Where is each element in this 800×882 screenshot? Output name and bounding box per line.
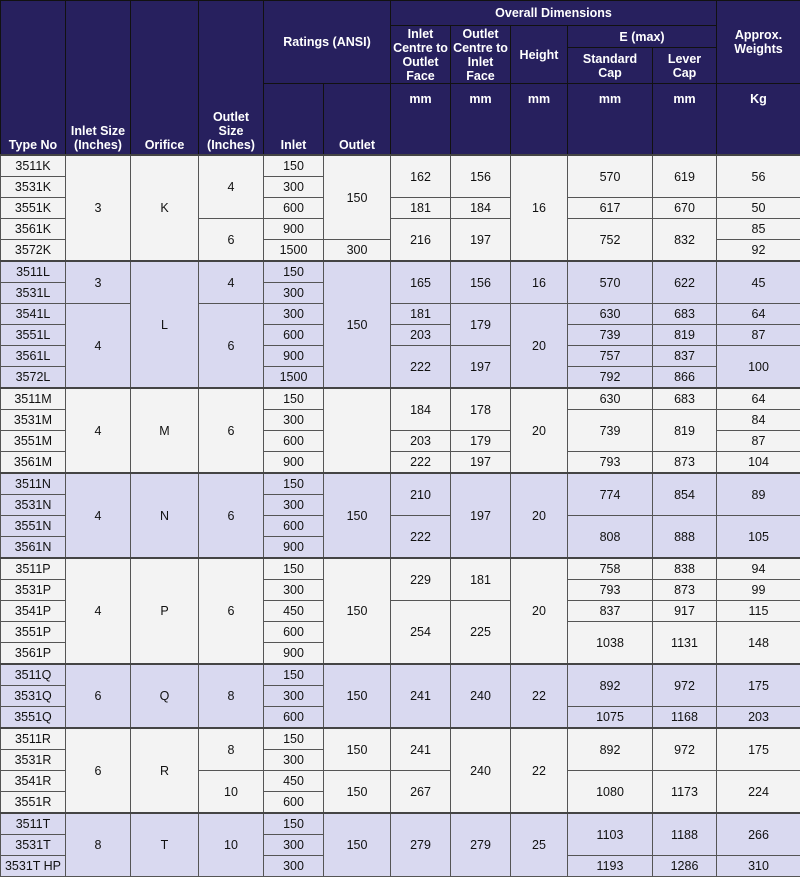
table-cell: 900 xyxy=(264,219,324,240)
table-cell: 4 xyxy=(66,558,131,664)
table-cell: 279 xyxy=(391,813,451,877)
table-cell: 222 xyxy=(391,452,451,474)
table-cell: 99 xyxy=(717,580,800,601)
type-no-cell: 3531T xyxy=(1,835,66,856)
table-cell: 1075 xyxy=(568,707,653,729)
table-cell: 3 xyxy=(66,155,131,261)
table-cell: 300 xyxy=(264,856,324,877)
table-cell: 279 xyxy=(451,813,511,877)
table-cell: 10 xyxy=(199,771,264,814)
table-cell: 240 xyxy=(451,728,511,813)
table-cell: 1193 xyxy=(568,856,653,877)
table-cell: 4 xyxy=(66,304,131,389)
table-cell: 1131 xyxy=(653,622,717,665)
table-cell: 87 xyxy=(717,431,800,452)
table-cell: 150 xyxy=(324,155,391,240)
table-cell: 89 xyxy=(717,473,800,516)
type-no-cell: 3511N xyxy=(1,473,66,495)
table-cell: 156 xyxy=(451,261,511,304)
table-cell: 892 xyxy=(568,664,653,707)
type-no-cell: 3531R xyxy=(1,750,66,771)
header-unit-mm: mm xyxy=(511,84,568,156)
table-cell: 900 xyxy=(264,643,324,665)
table-cell: 310 xyxy=(717,856,800,877)
table-row xyxy=(1,728,800,750)
table-cell: 1103 xyxy=(568,813,653,856)
type-no-cell: 3541L xyxy=(1,304,66,325)
table-cell: 10 xyxy=(199,813,264,877)
table-cell: 1500 xyxy=(264,240,324,262)
table-cell: 683 xyxy=(653,304,717,325)
table-cell: 866 xyxy=(653,367,717,389)
type-no-cell: 3551P xyxy=(1,622,66,643)
table-cell: 838 xyxy=(653,558,717,580)
table-cell: 210 xyxy=(391,473,451,516)
table-cell: 20 xyxy=(511,558,568,664)
table-cell: 4 xyxy=(199,261,264,304)
table-cell: 254 xyxy=(391,601,451,665)
table-cell: 873 xyxy=(653,452,717,474)
type-no-cell: 3541P xyxy=(1,601,66,622)
table-cell: 216 xyxy=(391,219,451,262)
table-cell: 150 xyxy=(324,771,391,814)
type-no-cell: 3511P xyxy=(1,558,66,580)
table-cell: 150 xyxy=(324,728,391,771)
table-cell: 184 xyxy=(451,198,511,219)
table-cell: 900 xyxy=(264,346,324,367)
table-cell: 837 xyxy=(568,601,653,622)
type-no-cell: 3531K xyxy=(1,177,66,198)
type-no-cell: 3511L xyxy=(1,261,66,283)
table-cell: 100 xyxy=(717,346,800,389)
table-cell: 900 xyxy=(264,537,324,559)
type-no-cell: 3531P xyxy=(1,580,66,601)
table-cell: K xyxy=(131,155,199,261)
table-cell: 181 xyxy=(391,198,451,219)
header-weights: Approx. Weights xyxy=(717,1,800,84)
table-cell: 450 xyxy=(264,601,324,622)
table-cell: 6 xyxy=(66,664,131,728)
type-no-cell: 3541R xyxy=(1,771,66,792)
header-ratings: Ratings (ANSI) xyxy=(264,1,391,84)
header-unit-mm: mm xyxy=(391,84,451,156)
type-no-cell: 3531T HP xyxy=(1,856,66,877)
table-cell: 20 xyxy=(511,304,568,389)
table-cell: 22 xyxy=(511,664,568,728)
table-cell: 229 xyxy=(391,558,451,601)
header-inlet-size: Inlet Size (Inches) xyxy=(66,1,131,156)
table-cell: 1173 xyxy=(653,771,717,814)
table-cell: 300 xyxy=(264,750,324,771)
table-cell: 197 xyxy=(451,452,511,474)
type-no-cell: 3511T xyxy=(1,813,66,835)
table-cell: 622 xyxy=(653,261,717,304)
header-outlet-size: Outlet Size (Inches) xyxy=(199,1,264,156)
table-cell: 683 xyxy=(653,388,717,410)
table-cell: 819 xyxy=(653,410,717,452)
table-cell: 181 xyxy=(451,558,511,601)
table-cell: 224 xyxy=(717,771,800,814)
type-no-cell: 3561M xyxy=(1,452,66,474)
table-cell: 115 xyxy=(717,601,800,622)
table-cell: 6 xyxy=(199,558,264,664)
table-cell: 165 xyxy=(391,261,451,304)
table-cell: 900 xyxy=(264,452,324,474)
header-e-max: E (max) xyxy=(568,26,717,48)
table-cell: 1500 xyxy=(264,367,324,389)
table-cell: 600 xyxy=(264,792,324,814)
table-cell: 241 xyxy=(391,664,451,728)
table-cell: 150 xyxy=(264,558,324,580)
table-cell: 600 xyxy=(264,516,324,537)
type-no-cell: 3531L xyxy=(1,283,66,304)
table-cell: 50 xyxy=(717,198,800,219)
type-no-cell: 3551K xyxy=(1,198,66,219)
table-row xyxy=(1,813,800,835)
table-cell: 793 xyxy=(568,580,653,601)
header-overall-dimensions: Overall Dimensions xyxy=(391,1,717,26)
table-cell: 972 xyxy=(653,728,717,771)
table-cell: 150 xyxy=(264,261,324,283)
table-cell: 184 xyxy=(391,388,451,431)
header-inlet-centre: Inlet Centre to Outlet Face xyxy=(391,26,451,84)
type-no-cell: 3561N xyxy=(1,537,66,559)
table-cell: 6 xyxy=(199,304,264,389)
table-cell: 300 xyxy=(264,686,324,707)
table-cell: 181 xyxy=(391,304,451,325)
header-orifice: Orifice xyxy=(131,1,199,156)
table-cell: 179 xyxy=(451,431,511,452)
table-cell: 225 xyxy=(451,601,511,665)
header-rating-inlet: Inlet xyxy=(264,84,324,156)
table-row xyxy=(1,664,800,686)
table-cell: 854 xyxy=(653,473,717,516)
table-cell: 85 xyxy=(717,219,800,240)
table-cell: 570 xyxy=(568,155,653,198)
table-cell: 6 xyxy=(199,388,264,473)
table-cell: 8 xyxy=(66,813,131,877)
table-cell: 222 xyxy=(391,346,451,389)
type-no-cell: 3511Q xyxy=(1,664,66,686)
table-cell: 25 xyxy=(511,813,568,877)
table-cell: 150 xyxy=(264,664,324,686)
type-no-cell: 3511K xyxy=(1,155,66,177)
table-row xyxy=(1,558,800,580)
type-no-cell: 3551N xyxy=(1,516,66,537)
table-cell: 300 xyxy=(264,835,324,856)
table-cell: 873 xyxy=(653,580,717,601)
table-cell: 888 xyxy=(653,516,717,559)
table-cell: 20 xyxy=(511,388,568,473)
table-cell: 600 xyxy=(264,707,324,729)
table-cell: N xyxy=(131,473,199,558)
table-cell: 64 xyxy=(717,388,800,410)
table-cell: 570 xyxy=(568,261,653,304)
table-cell: 619 xyxy=(653,155,717,198)
table-cell: 600 xyxy=(264,198,324,219)
table-cell: 175 xyxy=(717,664,800,707)
table-cell: 4 xyxy=(199,155,264,219)
table-cell: 222 xyxy=(391,516,451,559)
table-cell: 758 xyxy=(568,558,653,580)
type-no-cell: 3572L xyxy=(1,367,66,389)
table-cell: 94 xyxy=(717,558,800,580)
table-cell: 240 xyxy=(451,664,511,728)
table-body xyxy=(1,155,800,877)
table-cell: 150 xyxy=(264,728,324,750)
table-cell: 892 xyxy=(568,728,653,771)
type-no-cell: 3551R xyxy=(1,792,66,814)
table-cell: 300 xyxy=(324,240,391,262)
table-cell: 4 xyxy=(66,388,131,473)
table-cell: R xyxy=(131,728,199,813)
table-cell: 1038 xyxy=(568,622,653,665)
table-cell: 6 xyxy=(199,219,264,262)
table-cell: 300 xyxy=(264,304,324,325)
header-height: Height xyxy=(511,26,568,84)
table-header xyxy=(1,1,800,156)
table-cell: 148 xyxy=(717,622,800,665)
type-no-cell: 3551L xyxy=(1,325,66,346)
table-cell: 150 xyxy=(264,388,324,410)
table-cell: 1080 xyxy=(568,771,653,814)
table-cell: 630 xyxy=(568,388,653,410)
type-no-cell: 3551M xyxy=(1,431,66,452)
table-cell: 6 xyxy=(199,473,264,558)
table-cell: 739 xyxy=(568,410,653,452)
header-unit-mm: mm xyxy=(653,84,717,156)
table-cell: 150 xyxy=(324,664,391,728)
table-cell: 600 xyxy=(264,622,324,643)
table-cell: 197 xyxy=(451,219,511,262)
type-no-cell: 3551Q xyxy=(1,707,66,729)
table-cell: 150 xyxy=(324,261,391,388)
table-cell: 300 xyxy=(264,283,324,304)
table-cell: 87 xyxy=(717,325,800,346)
table-cell: 757 xyxy=(568,346,653,367)
table-cell: 178 xyxy=(451,388,511,431)
table-row xyxy=(1,304,800,325)
table-cell: L xyxy=(131,261,199,388)
table-cell: 832 xyxy=(653,219,717,262)
table-cell: 300 xyxy=(264,177,324,198)
header-unit-mm: mm xyxy=(451,84,511,156)
table-cell: 267 xyxy=(391,771,451,814)
table-cell: M xyxy=(131,388,199,473)
table-cell: 22 xyxy=(511,728,568,813)
table-cell: 16 xyxy=(511,155,568,261)
header-lever-cap: Lever Cap xyxy=(653,48,717,84)
table-cell: 156 xyxy=(451,155,511,198)
header-unit-kg: Kg xyxy=(717,84,800,156)
table-cell: 150 xyxy=(264,155,324,177)
table-cell: 105 xyxy=(717,516,800,559)
table-cell: 45 xyxy=(717,261,800,304)
header-outlet-centre: Outlet Centre to Inlet Face xyxy=(451,26,511,84)
table-cell: 92 xyxy=(717,240,800,262)
type-no-cell: 3572K xyxy=(1,240,66,262)
table-row xyxy=(1,261,800,283)
table-cell: 16 xyxy=(511,261,568,304)
table-cell: 300 xyxy=(264,495,324,516)
type-no-cell: 3511R xyxy=(1,728,66,750)
table-cell: 8 xyxy=(199,728,264,771)
table-cell: 1168 xyxy=(653,707,717,729)
table-cell: 808 xyxy=(568,516,653,559)
table-cell: 20 xyxy=(511,473,568,558)
table-cell: 630 xyxy=(568,304,653,325)
table-cell: 150 xyxy=(264,473,324,495)
header-unit-mm: mm xyxy=(568,84,653,156)
header-standard-cap: Standard Cap xyxy=(568,48,653,84)
header-rating-outlet: Outlet xyxy=(324,84,391,156)
table-cell: 300 xyxy=(264,580,324,601)
table-cell: 56 xyxy=(717,155,800,198)
type-no-cell: 3561L xyxy=(1,346,66,367)
table-cell: 64 xyxy=(717,304,800,325)
table-cell: 266 xyxy=(717,813,800,856)
table-cell: 104 xyxy=(717,452,800,474)
table-cell: 819 xyxy=(653,325,717,346)
table-cell: 600 xyxy=(264,325,324,346)
type-no-cell: 3511M xyxy=(1,388,66,410)
table-cell: 175 xyxy=(717,728,800,771)
table-cell: 203 xyxy=(391,431,451,452)
table-cell: 600 xyxy=(264,431,324,452)
header-type-no: Type No xyxy=(1,1,66,156)
table-cell: 162 xyxy=(391,155,451,198)
table-cell: 670 xyxy=(653,198,717,219)
table-cell: 792 xyxy=(568,367,653,389)
table-cell: 300 xyxy=(264,410,324,431)
table-cell: 917 xyxy=(653,601,717,622)
type-no-cell: 3531N xyxy=(1,495,66,516)
table-cell: 752 xyxy=(568,219,653,262)
table-cell: P xyxy=(131,558,199,664)
table-cell: 4 xyxy=(66,473,131,558)
table-cell: 197 xyxy=(451,473,511,558)
table-cell: 617 xyxy=(568,198,653,219)
table-row xyxy=(1,155,800,177)
table-cell: 774 xyxy=(568,473,653,516)
table-row xyxy=(1,473,800,495)
table-cell: 203 xyxy=(717,707,800,729)
table-cell: 197 xyxy=(451,346,511,389)
table-cell: 837 xyxy=(653,346,717,367)
table-cell: 793 xyxy=(568,452,653,474)
table-cell: 150 xyxy=(324,558,391,664)
table-cell: 6 xyxy=(66,728,131,813)
type-no-cell: 3531Q xyxy=(1,686,66,707)
table-cell: 1188 xyxy=(653,813,717,856)
type-no-cell: 3531M xyxy=(1,410,66,431)
table-cell: 8 xyxy=(199,664,264,728)
table-cell: 450 xyxy=(264,771,324,792)
type-no-cell: 3561P xyxy=(1,643,66,665)
type-no-cell: 3561K xyxy=(1,219,66,240)
table-cell: 179 xyxy=(451,304,511,346)
table-cell: 150 xyxy=(324,813,391,877)
table-cell: 150 xyxy=(324,473,391,558)
table-cell xyxy=(324,388,391,473)
table-cell: 739 xyxy=(568,325,653,346)
table-cell: T xyxy=(131,813,199,877)
table-cell: 150 xyxy=(264,813,324,835)
table-row xyxy=(1,388,800,410)
table-cell: 3 xyxy=(66,261,131,304)
table-cell: 203 xyxy=(391,325,451,346)
table-cell: 84 xyxy=(717,410,800,431)
table-cell: 972 xyxy=(653,664,717,707)
table-cell: Q xyxy=(131,664,199,728)
table-cell: 1286 xyxy=(653,856,717,877)
table-cell: 241 xyxy=(391,728,451,771)
